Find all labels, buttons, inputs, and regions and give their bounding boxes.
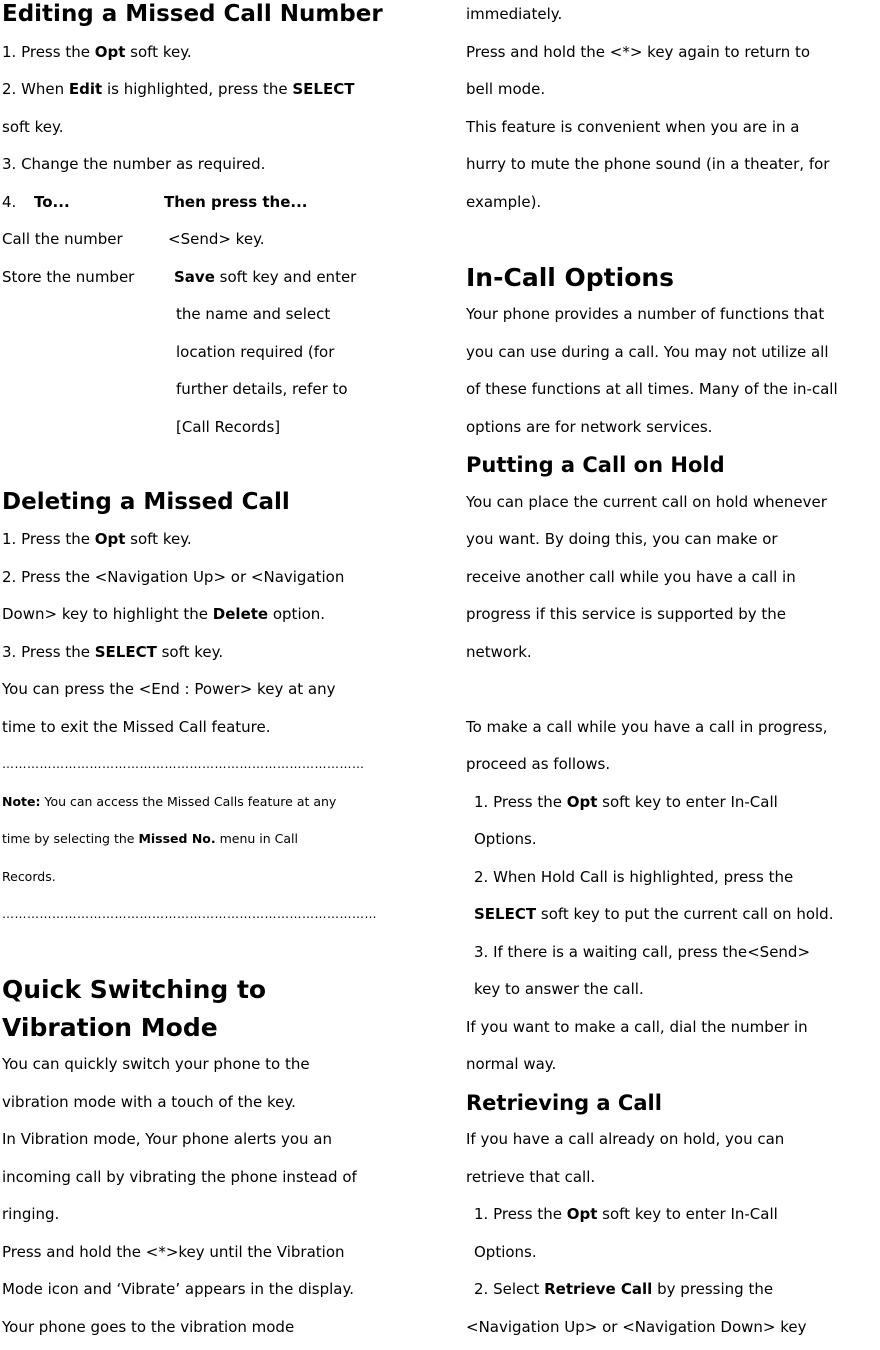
vibration-text: Press and hold the <*>key until the Vibration [2, 1238, 432, 1276]
incall-text: you can use during a call. You may not utilize all [466, 338, 880, 376]
note-text: time by selecting the Missed No. menu in Call [2, 825, 432, 863]
edit-step-1: 1. Press the Opt soft key. [2, 38, 432, 76]
vibration-text-cont: example). [466, 188, 880, 226]
spacer [2, 450, 432, 488]
incall-text: options are for network services. [466, 413, 880, 451]
hold-step-3: 3. If there is a waiting call, press the<Send> [466, 938, 880, 976]
hold-step-1-cont: Options. [466, 825, 880, 863]
hold-step-2-cont: SELECT soft key to put the current call on hold. [466, 900, 880, 938]
section-heading-vibration: Vibration Mode [2, 1013, 432, 1051]
edit-step-2: 2. When Edit is highlighted, press the SELECT [2, 75, 432, 113]
vibration-text: You can quickly switch your phone to the [2, 1050, 432, 1088]
incall-text: Your phone provides a number of functions that [466, 300, 880, 338]
hold-text: you want. By doing this, you can make or [466, 525, 880, 563]
section-heading-deleting: Deleting a Missed Call [2, 488, 432, 526]
section-heading-editing: Editing a Missed Call Number [2, 0, 432, 38]
delete-step-1: 1. Press the Opt soft key. [2, 525, 432, 563]
vibration-text: Your phone goes to the vibration mode [2, 1313, 432, 1350]
incall-text: of these functions at all times. Many of the in-call [466, 375, 880, 413]
hold-step-2: 2. When Hold Call is highlighted, press the [466, 863, 880, 901]
delete-step-2: 2. Press the <Navigation Up> or <Navigation [2, 563, 432, 601]
options-table-header: 4. To... Then press the... [2, 188, 432, 226]
options-table-row-store-cont: location required (for [2, 338, 432, 376]
make-call-text: proceed as follows. [466, 750, 880, 788]
normal-call-text: If you want to make a call, dial the number in [466, 1013, 880, 1051]
hold-step-1: 1. Press the Opt soft key to enter In-Call [466, 788, 880, 826]
spacer [466, 225, 880, 263]
note-text: Note: You can access the Missed Calls feature at any [2, 788, 432, 826]
vibration-text: vibration mode with a touch of the key. [2, 1088, 432, 1126]
delete-exit-text: You can press the <End : Power> key at any [2, 675, 432, 713]
section-heading-incall: In-Call Options [466, 263, 880, 301]
retrieve-step-2: 2. Select Retrieve Call by pressing the [466, 1275, 880, 1313]
vibration-text-cont: immediately. [466, 0, 880, 38]
note-text: Records. [2, 863, 432, 901]
options-table-row-store-cont: [Call Records] [2, 413, 432, 451]
options-table-row-store-cont: the name and select [2, 300, 432, 338]
delete-step-3: 3. Press the SELECT soft key. [2, 638, 432, 676]
edit-step-2-cont: soft key. [2, 113, 432, 151]
make-call-text: To make a call while you have a call in progress, [466, 713, 880, 751]
vibration-text-cont: This feature is convenient when you are in a [466, 113, 880, 151]
left-column [2, 0, 432, 1350]
retrieve-text: retrieve that call. [466, 1163, 880, 1201]
options-table-row-store-cont: further details, refer to [2, 375, 432, 413]
note-divider-top: …………………………………………………………………………… [2, 750, 432, 788]
note-divider-bottom: ……………………………………………………………………………… [2, 900, 432, 938]
delete-exit-text: time to exit the Missed Call feature. [2, 713, 432, 751]
hold-text: network. [466, 638, 880, 676]
retrieve-step-1: 1. Press the Opt soft key to enter In-Call [466, 1200, 880, 1238]
retrieve-text: If you have a call already on hold, you can [466, 1125, 880, 1163]
hold-step-3-cont: key to answer the call. [466, 975, 880, 1013]
vibration-text-cont: Press and hold the <*> key again to return to [466, 38, 880, 76]
spacer [466, 675, 880, 713]
section-heading-vibration: Quick Switching to [2, 975, 432, 1013]
hold-text: progress if this service is supported by the [466, 600, 880, 638]
vibration-text: incoming call by vibrating the phone instead of [2, 1163, 432, 1201]
vibration-text: In Vibration mode, Your phone alerts you an [2, 1125, 432, 1163]
normal-call-text: normal way. [466, 1050, 880, 1088]
hold-text: You can place the current call on hold whenever [466, 488, 880, 526]
vibration-text-cont: bell mode. [466, 75, 880, 113]
options-table-row-call: Call the number <Send> key. [2, 225, 432, 263]
retrieve-step-1-cont: Options. [466, 1238, 880, 1276]
edit-step-3: 3. Change the number as required. [2, 150, 432, 188]
delete-step-2-cont: Down> key to highlight the Delete option. [2, 600, 432, 638]
options-table-row-store: Store the number Save soft key and enter [2, 263, 432, 301]
section-heading-hold: Putting a Call on Hold [466, 450, 880, 488]
vibration-text: ringing. [2, 1200, 432, 1238]
vibration-text: Mode icon and ‘Vibrate’ appears in the display. [2, 1275, 432, 1313]
right-column [466, 0, 880, 1350]
hold-text: receive another call while you have a call in [466, 563, 880, 601]
vibration-text-cont: hurry to mute the phone sound (in a theater, for [466, 150, 880, 188]
spacer [2, 938, 432, 976]
section-heading-retrieving: Retrieving a Call [466, 1088, 880, 1126]
retrieve-step-2-cont: <Navigation Up> or <Navigation Down> key [466, 1313, 880, 1350]
